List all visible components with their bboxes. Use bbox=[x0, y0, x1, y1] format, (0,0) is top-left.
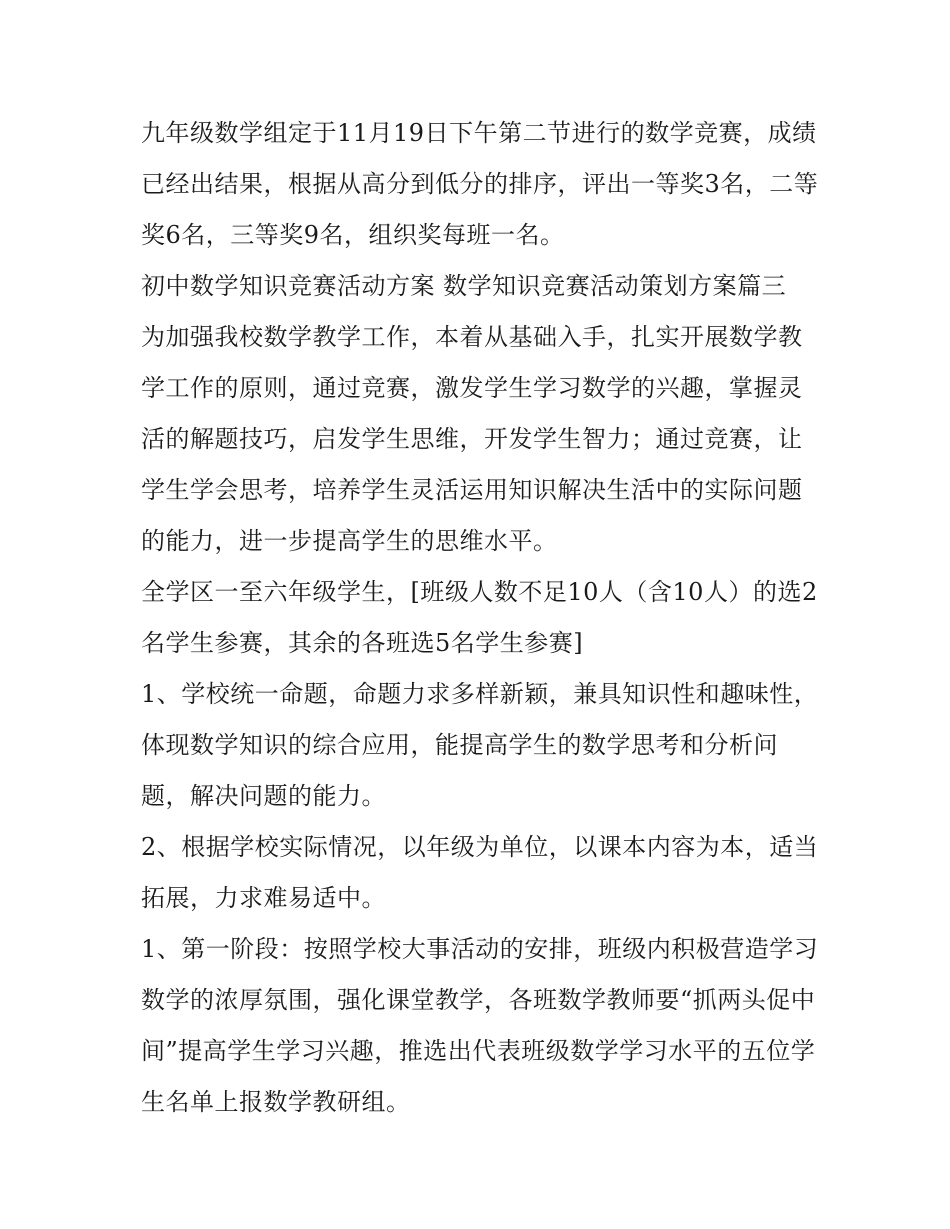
paragraph-plan-title: 初中数学知识竞赛活动方案 数学知识竞赛活动策划方案篇三 bbox=[141, 272, 787, 300]
paragraph-rule-1: 1、学校统一命题，命题力求多样新颖，兼具知识性和趣味性，体现数学知识的综合应用，能提高学生的数学思考和分析问题，解决问题的能力。 bbox=[141, 680, 819, 810]
paragraph-competition-results: 九年级数学组定于11月19日下午第二节进行的数学竞赛，成绩已经出结果，根据从高分到低分的排序，评出一等奖3名，二等奖6名，三等奖9名，组织奖每班一名。 bbox=[141, 119, 819, 249]
document-body bbox=[141, 108, 821, 1128]
paragraph-participants: 全学区一至六年级学生，[班级人数不足10人（含10人）的选2名学生参赛，其余的各班选5名学生参赛] bbox=[141, 578, 818, 657]
paragraph-stage-1: 1、第一阶段：按照学校大事活动的安排，班级内积极营造学习数学的浓厚氛围，强化课堂教学，各班数学教师要“抓两头促中间”提高学生学习兴趣，推选出代表班级数学学习水平的五位学生名单上报数学教研组。 bbox=[141, 935, 819, 1116]
paragraph-purpose: 为加强我校数学教学工作，本着从基础入手，扎实开展数学教学工作的原则，通过竞赛，激发学生学习数学的兴趣，掌握灵活的解题技巧，启发学生思维，开发学生智力；通过竞赛，让学生学会思考，培养学生灵活运用知识解决生活中的实际问题的能力，进一步提高学生的思维水平。 bbox=[141, 323, 803, 555]
paragraph-rule-2: 2、根据学校实际情况，以年级为单位，以课本内容为本，适当拓展，力求难易适中。 bbox=[141, 833, 819, 912]
